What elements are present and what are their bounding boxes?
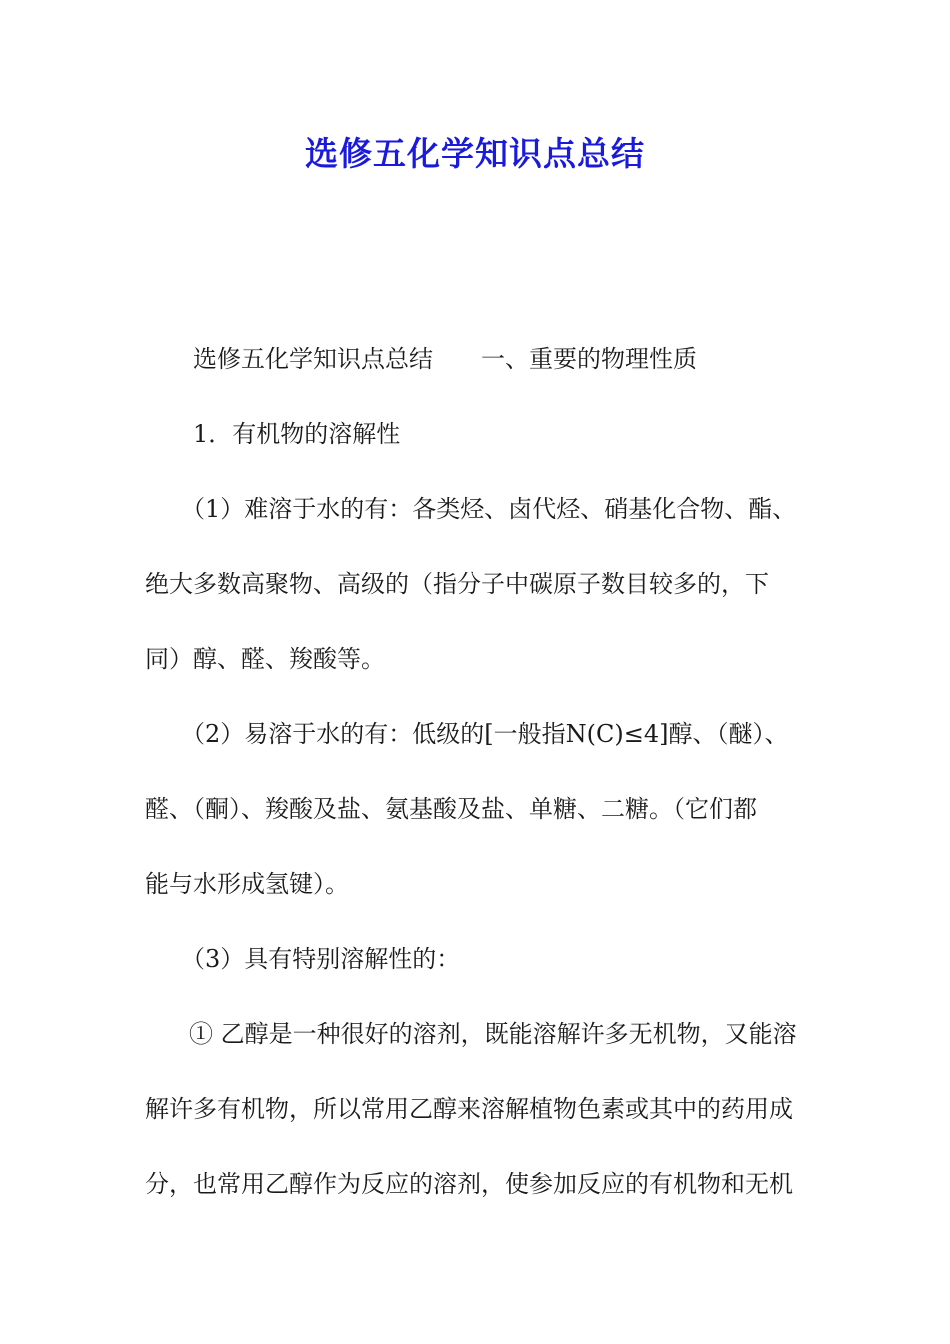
- paragraph-line: [145, 412, 810, 487]
- paragraph-line: [145, 1012, 810, 1087]
- line-text: 1．有机物的溶解性: [193, 420, 401, 448]
- line-text: 绝大多数高聚物、高级的（指分子中碳原子数目较多的，下: [145, 570, 769, 598]
- paragraph-line: [145, 712, 810, 787]
- paragraph-line: [145, 337, 810, 412]
- paragraph-line: [145, 1162, 810, 1237]
- paragraph-line: [145, 562, 810, 637]
- line-text: ① 乙醇是一种很好的溶剂，既能溶解许多无机物，又能溶: [189, 1020, 797, 1048]
- line-text: （1）难溶于水的有：各类烃、卤代烃、硝基化合物、酯、: [181, 495, 797, 523]
- line-text: 能与水形成氢键）。: [145, 870, 349, 898]
- line-text: 选修五化学知识点总结 一、重要的物理性质: [193, 345, 697, 373]
- paragraph-line: [145, 862, 810, 937]
- paragraph-line: [145, 787, 810, 862]
- line-text: 分，也常用乙醇作为反应的溶剂，使参加反应的有机物和无机: [145, 1170, 793, 1198]
- line-text: 同）醇、醛、羧酸等。: [145, 645, 385, 673]
- paragraph-line: [145, 1087, 810, 1162]
- document-body: [145, 337, 810, 1237]
- line-text: （3）具有特别溶解性的：: [181, 945, 461, 973]
- document-title: 选修五化学知识点总结: [305, 134, 645, 173]
- line-text: 醛、（酮）、羧酸及盐、氨基酸及盐、单糖、二糖。（它们都: [145, 795, 757, 823]
- paragraph-line: [145, 637, 810, 712]
- line-text: 解许多有机物，所以常用乙醇来溶解植物色素或其中的药用成: [145, 1095, 793, 1123]
- paragraph-line: [145, 487, 810, 562]
- line-text: （2）易溶于水的有：低级的[一般指N(C)≤4]醇、（醚）、: [181, 720, 789, 748]
- paragraph-line: [145, 937, 810, 1012]
